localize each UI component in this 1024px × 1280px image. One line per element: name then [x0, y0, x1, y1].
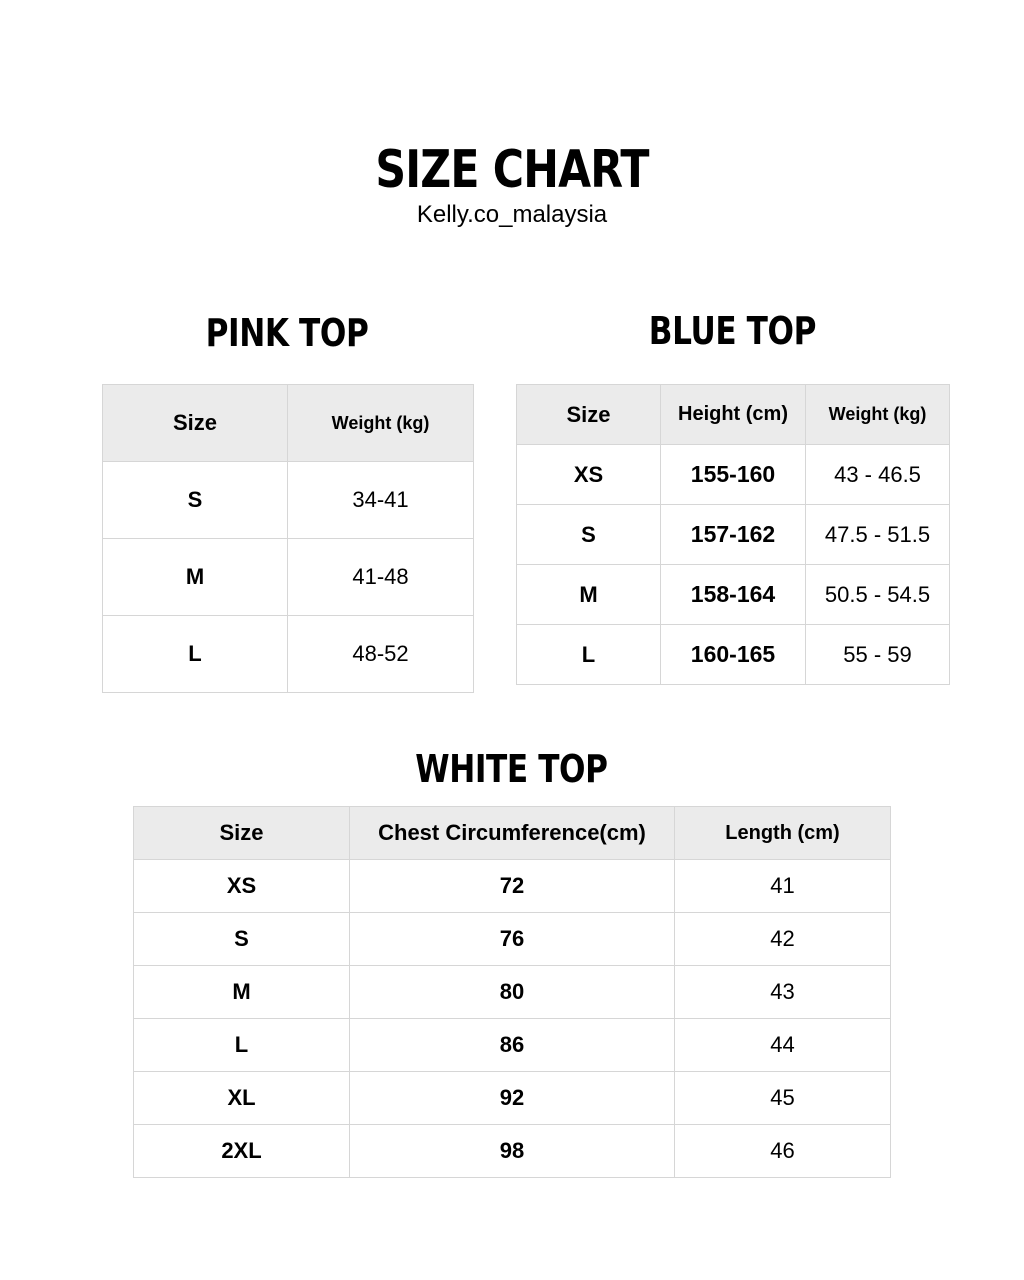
chest-cell: 72: [350, 860, 675, 913]
blue-top-title: BLUE TOP: [648, 309, 817, 353]
column-header-size: Size: [103, 385, 288, 462]
table-row: [517, 625, 950, 685]
page-subtitle: Kelly.co_malaysia: [416, 201, 608, 228]
length-cell: 44: [675, 1019, 891, 1072]
weight-cell: 55 - 59: [806, 625, 950, 685]
table-row: [517, 445, 950, 505]
height-cell: 158-164: [661, 565, 806, 625]
length-cell: 45: [675, 1072, 891, 1125]
size-cell: S: [103, 462, 288, 539]
size-cell: M: [517, 565, 661, 625]
weight-cell: 47.5 - 51.5: [806, 505, 950, 565]
page-title: SIZE CHART: [375, 140, 649, 200]
length-cell: 41: [675, 860, 891, 913]
column-header-length: Length (cm): [675, 807, 891, 860]
blue-top-table: [516, 384, 950, 685]
size-cell: L: [103, 616, 288, 693]
weight-cell: 50.5 - 54.5: [806, 565, 950, 625]
height-cell: 157-162: [661, 505, 806, 565]
table-row: [517, 565, 950, 625]
pink-top-table: [102, 384, 474, 693]
weight-cell: 43 - 46.5: [806, 445, 950, 505]
column-header-size: Size: [134, 807, 350, 860]
length-cell: 46: [675, 1125, 891, 1178]
column-header-chest: Chest Circumference(cm): [350, 807, 675, 860]
pink-top-title: PINK TOP: [205, 311, 369, 355]
column-header-size: Size: [517, 385, 661, 445]
size-cell: XL: [134, 1072, 350, 1125]
column-header-weight: Weight (kg): [288, 385, 474, 462]
length-cell: 43: [675, 966, 891, 1019]
table-row: [103, 462, 474, 539]
size-cell: M: [134, 966, 350, 1019]
size-cell: L: [517, 625, 661, 685]
table-header-row: [134, 807, 891, 860]
height-cell: 155-160: [661, 445, 806, 505]
weight-cell: 34-41: [288, 462, 474, 539]
table-row: [134, 966, 891, 1019]
chest-cell: 86: [350, 1019, 675, 1072]
white-top-table: [133, 806, 891, 1178]
chest-cell: 92: [350, 1072, 675, 1125]
length-cell: 42: [675, 913, 891, 966]
weight-cell: 41-48: [288, 539, 474, 616]
size-cell: XS: [517, 445, 661, 505]
size-cell: S: [134, 913, 350, 966]
table-row: [134, 913, 891, 966]
size-cell: S: [517, 505, 661, 565]
column-header-weight: Weight (kg): [806, 385, 950, 445]
size-cell: L: [134, 1019, 350, 1072]
table-row: [517, 505, 950, 565]
size-cell: XS: [134, 860, 350, 913]
chest-cell: 80: [350, 966, 675, 1019]
table-row: [134, 860, 891, 913]
table-row: [134, 1019, 891, 1072]
table-header-row: [103, 385, 474, 462]
table-row: [134, 1125, 891, 1178]
table-row: [103, 616, 474, 693]
weight-cell: 48-52: [288, 616, 474, 693]
size-cell: M: [103, 539, 288, 616]
table-header-row: [517, 385, 950, 445]
table-row: [103, 539, 474, 616]
column-header-height: Height (cm): [661, 385, 806, 445]
chest-cell: 76: [350, 913, 675, 966]
size-cell: 2XL: [134, 1125, 350, 1178]
table-row: [134, 1072, 891, 1125]
height-cell: 160-165: [661, 625, 806, 685]
white-top-title: WHITE TOP: [415, 747, 608, 791]
chest-cell: 98: [350, 1125, 675, 1178]
